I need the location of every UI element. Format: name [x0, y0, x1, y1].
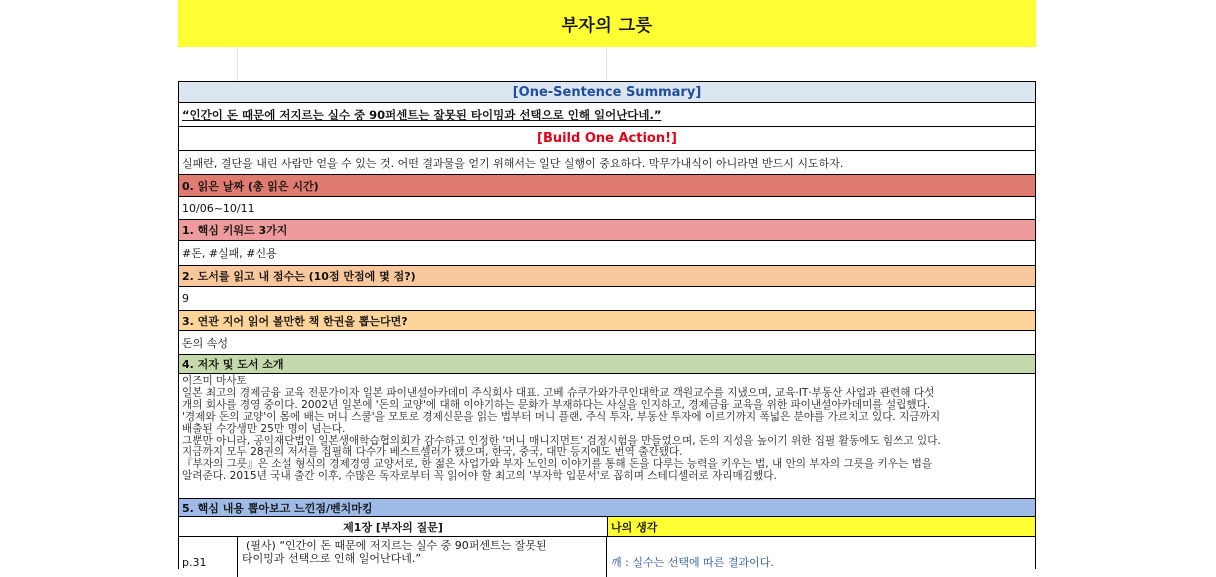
document-title: 부자의 그릇 — [178, 0, 1036, 47]
section-intro-header — [179, 355, 1035, 374]
content-grid — [178, 81, 1036, 569]
section-label: 5. 핵심 내용 뽑아보고 느낀점/벤치마킹 — [182, 501, 373, 515]
page-number-cell[interactable]: p.31 — [179, 537, 238, 577]
read-date-value: 10/06~10/11 — [182, 201, 255, 215]
keywords-value: #돈, #실패, #신용 — [182, 247, 277, 260]
section-related-header — [179, 311, 1035, 331]
spreadsheet — [178, 0, 1036, 568]
section-keywords-header — [179, 220, 1035, 241]
intro-line: 『부자의 그릇』은 소설 형식의 경제경영 교양서로, 한 젊은 사업가와 부자 노인의 이야기를 통해 돈을 다루는 능력을 키우는 법, 내 안의 부자의 그릇을 키우는 법을 — [182, 458, 933, 471]
section-label: 0. 읽은 날짜 (총 읽은 시간) — [182, 179, 319, 193]
action-header: [Build One Action!] — [179, 127, 1035, 151]
blank-cell[interactable] — [178, 47, 238, 81]
section-score-header — [179, 266, 1035, 287]
thought-cell[interactable]: 깨 : 실수는 선택에 따른 결과이다. — [611, 556, 774, 569]
quote-cell[interactable] — [239, 537, 607, 577]
section-read-date-value[interactable] — [179, 197, 1035, 220]
section-keywords-value[interactable] — [179, 241, 1035, 266]
blank-row — [178, 47, 1036, 82]
intro-line: 일본 최고의 경제금융 교육 전문가이자 일본 파이낸셜아카데미 주식회사 대표. 고베 슈쿠가와가쿠인대학교 객원교수를 지냈으며, 교육·IT·부동산 사업과 관련해 다섯 — [182, 386, 935, 399]
section-related-value[interactable] — [179, 331, 1035, 355]
section-label: 3. 연관 지어 읽어 볼만한 책 한권을 뽑는다면? — [182, 314, 408, 328]
notes-table-header — [179, 517, 1035, 537]
chapter-header: 제1장 [부자의 질문] — [179, 517, 608, 536]
section-label: 4. 저자 및 도서 소개 — [182, 358, 284, 371]
my-thoughts-header: 나의 생각 — [608, 517, 1035, 536]
intro-line: 알려준다. 2015년 국내 출간 이후, 수많은 독자로부터 꼭 읽어야 할 최고의 '부자학 입문서'로 꼽히며 스테디셀러로 자리매김했다. — [182, 470, 777, 483]
intro-line: 이즈미 마사토 — [182, 375, 247, 387]
section-label: 2. 도서를 읽고 내 점수는 (10점 만점에 몇 점?) — [182, 270, 416, 283]
intro-paragraph[interactable] — [179, 374, 1035, 499]
quote-line: (필사) “인간이 돈 때문에 저지르는 실수 중 90퍼센트는 잘못된 — [246, 539, 547, 552]
section-read-date-header — [179, 175, 1035, 197]
quote-line: 타이밍과 선택으로 인해 일어난다네.” — [242, 552, 422, 565]
blank-cell[interactable] — [238, 47, 607, 81]
summary-cell[interactable] — [179, 103, 1035, 127]
table-row — [179, 537, 1035, 577]
section-core-header — [179, 499, 1035, 517]
action-text: 실패란, 결단을 내린 사람만 얻을 수 있는 것. 어떤 결과물을 얻기 위해서는 일단 실행이 중요하다. 막무가내식이 아니라면 반드시 시도하자. — [182, 156, 844, 170]
intro-line: 배출된 수강생만 25만 명이 넘는다. — [182, 422, 346, 435]
score-value: 9 — [182, 292, 189, 305]
section-label: 1. 핵심 키워드 3가지 — [182, 224, 288, 237]
intro-line: '경제와 돈의 교양'이 몸에 배는 머니 스쿨'을 모토로 경제신문을 읽는 법부터 머니 플랜, 주식 투자, 부동산 투자에 이르기까지 폭넓은 분야를 가르치고 있다. 지금까지 — [182, 410, 941, 423]
action-cell[interactable] — [179, 151, 1035, 175]
intro-line: 지금까지 모두 28권의 저서를 집필해 다수가 베스트셀러가 됐으며, 한국, 중국, 대만 등지에도 번역 출간됐다. — [182, 446, 683, 459]
intro-line: 그뿐만 아니라, 공익재단법인 일본생애학습협의회가 감수하고 인정한 '머니 매니지먼트' 검정시험을 만들었으며, 돈의 지성을 높이기 위한 집필 활동에도 힘쓰고 있다. — [182, 434, 941, 447]
section-score-value[interactable] — [179, 287, 1035, 311]
summary-quote: “인간이 돈 때문에 저지르는 실수 중 90퍼센트는 잘못된 타이밍과 선택으로 인해 일어난다네.” — [182, 107, 662, 122]
intro-line: 개의 회사를 경영 중이다. 2002년 일본에 '돈의 교양'에 대해 이야기하는 문화가 부재하다는 사실을 인지하고, 경제금융 교육을 위한 파이낸셜아카데미를 설립했다. — [182, 398, 931, 411]
summary-header: [One-Sentence Summary] — [179, 82, 1035, 103]
related-value: 돈의 속성 — [182, 336, 229, 350]
